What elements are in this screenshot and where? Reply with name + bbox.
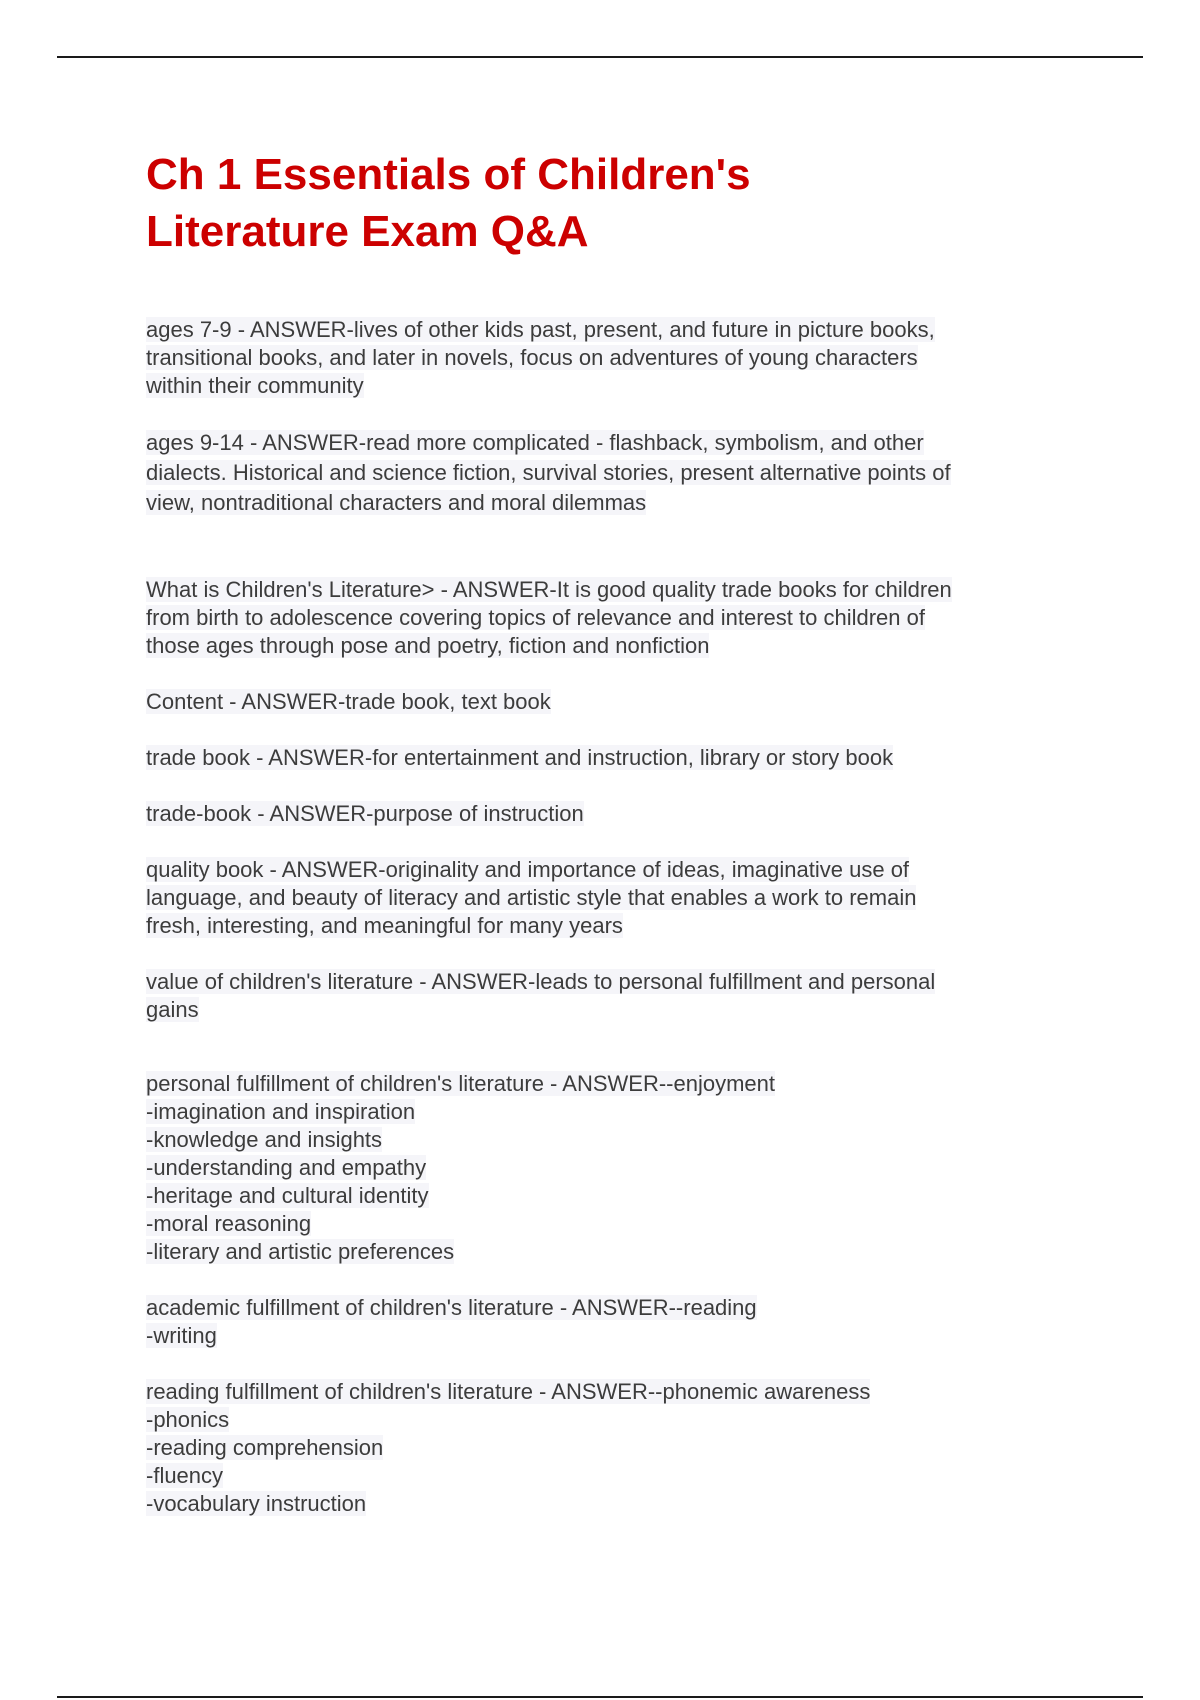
qa-entry-trade-book: trade book - ANSWER-for entertainment and instruction, library or story book — [146, 745, 894, 770]
qa-entry-quality-book: quality book - ANSWER-originality and importance of ideas, imaginative use of language, and beauty of literacy and artistic style that enables a work to remain fresh, interesting, and meaningful for many years — [146, 857, 917, 938]
qa-entry-what-is-childrens-literature: What is Children's Literature> - ANSWER-It is good quality trade books for children from birth to adolescence covering topics of relevance and interest to children of those ages through pose and poetry, fiction and nonfiction — [146, 577, 952, 658]
document-title — [146, 146, 1046, 260]
header-rule — [57, 56, 1143, 58]
title-line-1: Ch 1 Essentials of Children's — [146, 150, 751, 199]
qa-entry-ages-9-14: ages 9-14 - ANSWER-read more complicated - flashback, symbolism, and other dialects. Historical and science fiction, survival stories, present alternative points of view, nontraditional characters and moral dilemmas — [146, 430, 951, 515]
qa-entry-ages-7-9: ages 7-9 - ANSWER-lives of other kids past, present, and future in picture books, transitional books, and later in novels, focus on adventures of young characters within their community — [146, 317, 935, 398]
qa-entry-value-of-childrens-literature: value of children's literature - ANSWER-leads to personal fulfillment and personal gains — [146, 969, 936, 1022]
title-line-2: Literature Exam Q&A — [146, 207, 589, 256]
document-body — [146, 146, 1046, 1546]
qa-entry-academic-fulfillment: academic fulfillment of children's literature - ANSWER--reading -writing — [146, 1295, 757, 1348]
footer-rule — [57, 1696, 1143, 1698]
qa-list — [146, 316, 1046, 1518]
qa-entry-content: Content - ANSWER-trade book, text book — [146, 689, 551, 714]
qa-entry-reading-fulfillment: reading fulfillment of children's literature - ANSWER--phonemic awareness -phonics -reading comprehension -fluency -vocabulary instruction — [146, 1379, 871, 1516]
qa-entry-trade-book-instruction: trade-book - ANSWER-purpose of instruction — [146, 801, 584, 826]
qa-entry-personal-fulfillment: personal fulfillment of children's literature - ANSWER--enjoyment -imagination and inspiration -knowledge and insights -understanding and empathy -heritage and cultural identity -moral reasoning -literary and artistic preferences — [146, 1071, 775, 1264]
